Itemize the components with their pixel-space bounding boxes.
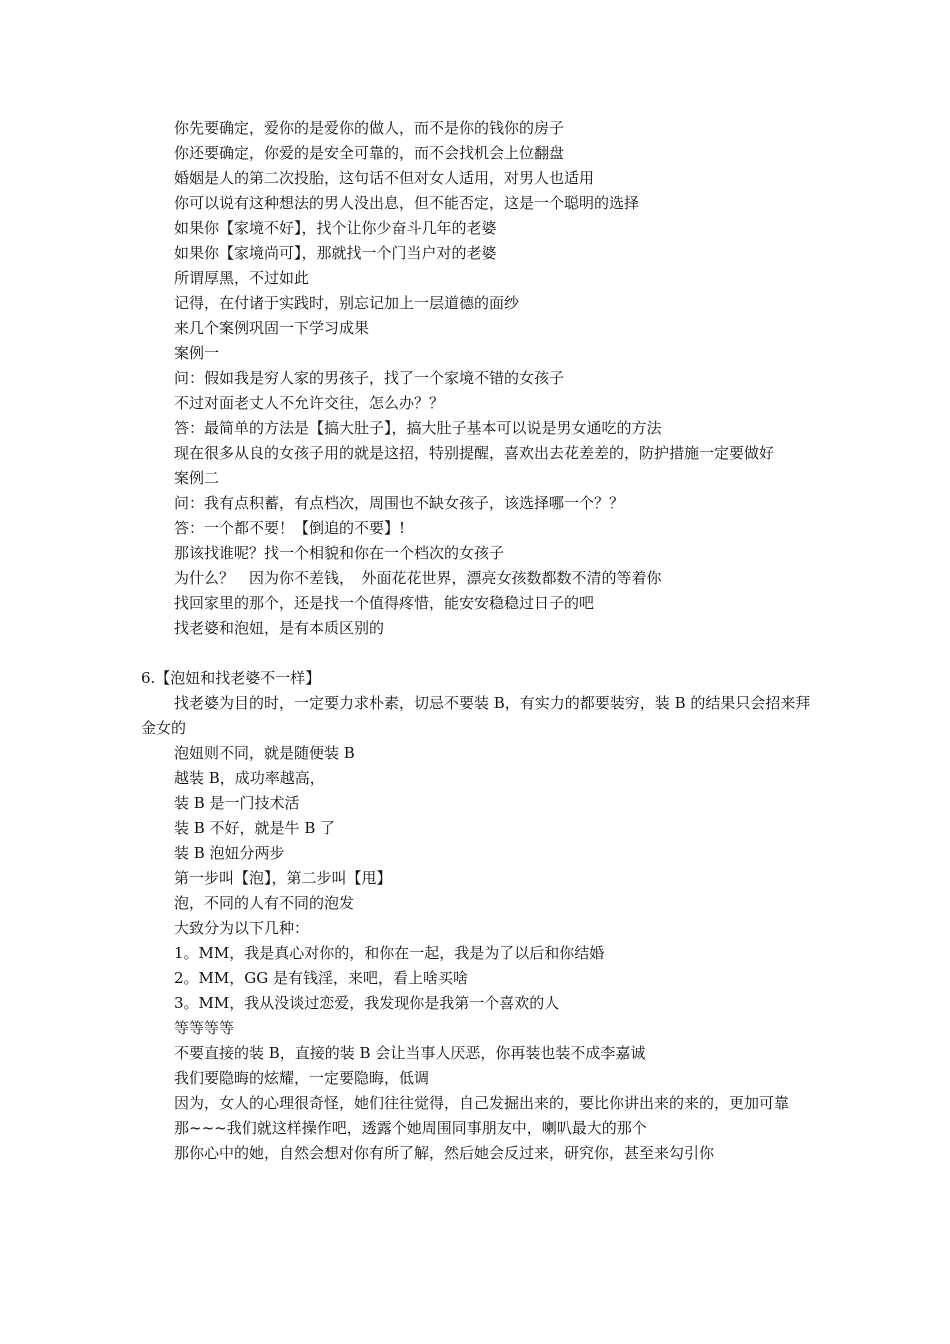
paragraph: 如果你【家境不好】，找个让你少奋斗几年的老婆 xyxy=(174,219,497,237)
paragraph: 问：假如我是穷人家的男孩子，找了一个家境不错的女孩子 xyxy=(174,369,565,387)
paragraph: 答：一个都不要！【倒追的不要】! xyxy=(174,519,406,537)
paragraph: 我们要隐晦的炫耀，一定要隐晦，低调 xyxy=(174,1069,430,1087)
paragraph: 因为，女人的心理很奇怪，她们往往觉得，自己发掘出来的，要比你讲出来的来的，更加可靠 xyxy=(174,1094,790,1112)
paragraph: 大致分为以下几种： xyxy=(174,919,310,937)
list-item: 1。MM，我是真心对你的，和你在一起，我是为了以后和你结婚 xyxy=(174,944,605,962)
case-title: 案例二 xyxy=(174,469,220,487)
paragraph: 来几个案例巩固一下学习成果 xyxy=(174,319,370,337)
paragraph: 装 B 不好，就是牛 B 了 xyxy=(174,819,336,837)
paragraph: 找老婆和泡妞，是有本质区别的 xyxy=(174,619,385,637)
paragraph: 不要直接的装 B，直接的装 B 会让当事人厌恶，你再装也装不成李嘉诚 xyxy=(174,1044,646,1062)
section-heading: 6.【泡妞和找老婆不一样】 xyxy=(141,669,321,687)
paragraph: 答：最简单的方法是【搞大肚子】，搞大肚子基本可以说是男女通吃的方法 xyxy=(174,419,662,437)
paragraph: 等等等等 xyxy=(174,1019,235,1037)
paragraph: 泡妞则不同，就是随便装 B xyxy=(174,744,355,762)
paragraph-gap xyxy=(141,641,813,666)
paragraph: 泡，不同的人有不同的泡发 xyxy=(174,894,355,912)
document-body xyxy=(141,116,813,1166)
paragraph: 记得，在付诸于实践时，别忘记加上一层道德的面纱 xyxy=(174,294,520,312)
paragraph: 找老婆为目的时，一定要力求朴素，切忌不要装 B，有实力的都要装穷，装 B 的结果只会招来拜金女的 xyxy=(141,694,811,737)
paragraph: 那~~~我们就这样操作吧，透露个她周围同事朋友中，喇叭最大的那个 xyxy=(174,1119,647,1137)
paragraph: 如果你【家境尚可】，那就找一个门当户对的老婆 xyxy=(174,244,497,262)
paragraph: 婚姻是人的第二次投胎，这句话不但对女人适用，对男人也适用 xyxy=(174,169,595,187)
paragraph: 不过对面老丈人不允许交往，怎么办？？ xyxy=(174,394,445,412)
case-title: 案例一 xyxy=(174,344,220,362)
paragraph: 装 B 是一门技术活 xyxy=(174,794,300,812)
paragraph: 你先要确定，爱你的是爱你的做人，而不是你的钱你的房子 xyxy=(174,119,565,137)
paragraph: 现在很多从良的女孩子用的就是这招，特别提醒，喜欢出去花差差的，防护措施一定要做好 xyxy=(174,444,775,462)
paragraph: 你还要确定，你爱的是安全可靠的，而不会找机会上位翻盘 xyxy=(174,144,565,162)
paragraph: 问：我有点积蓄，有点档次，周围也不缺女孩子，该选择哪一个？？ xyxy=(174,494,625,512)
paragraph: 为什么？ 因为你不差钱， 外面花花世界，漂亮女孩数都数不清的等着你 xyxy=(174,569,662,587)
list-item: 2。MM，GG 是有钱淫，来吧，看上啥买啥 xyxy=(174,969,468,987)
paragraph: 所谓厚黑，不过如此 xyxy=(174,269,310,287)
paragraph: 越装 B，成功率越高， xyxy=(174,769,325,787)
paragraph: 那该找谁呢？找一个相貌和你在一个档次的女孩子 xyxy=(174,544,505,562)
paragraph: 找回家里的那个，还是找一个值得疼惜，能安安稳稳过日子的吧 xyxy=(174,594,595,612)
list-item: 3。MM，我从没谈过恋爱，我发现你是我第一个喜欢的人 xyxy=(174,994,560,1012)
paragraph: 第一步叫【泡】，第二步叫【甩】 xyxy=(174,869,392,887)
paragraph: 那你心中的她，自然会想对你有所了解，然后她会反过来，研究你，甚至来勾引你 xyxy=(174,1144,715,1162)
paragraph: 装 B 泡妞分两步 xyxy=(174,844,285,862)
paragraph: 你可以说有这种想法的男人没出息，但不能否定，这是一个聪明的选择 xyxy=(174,194,640,212)
